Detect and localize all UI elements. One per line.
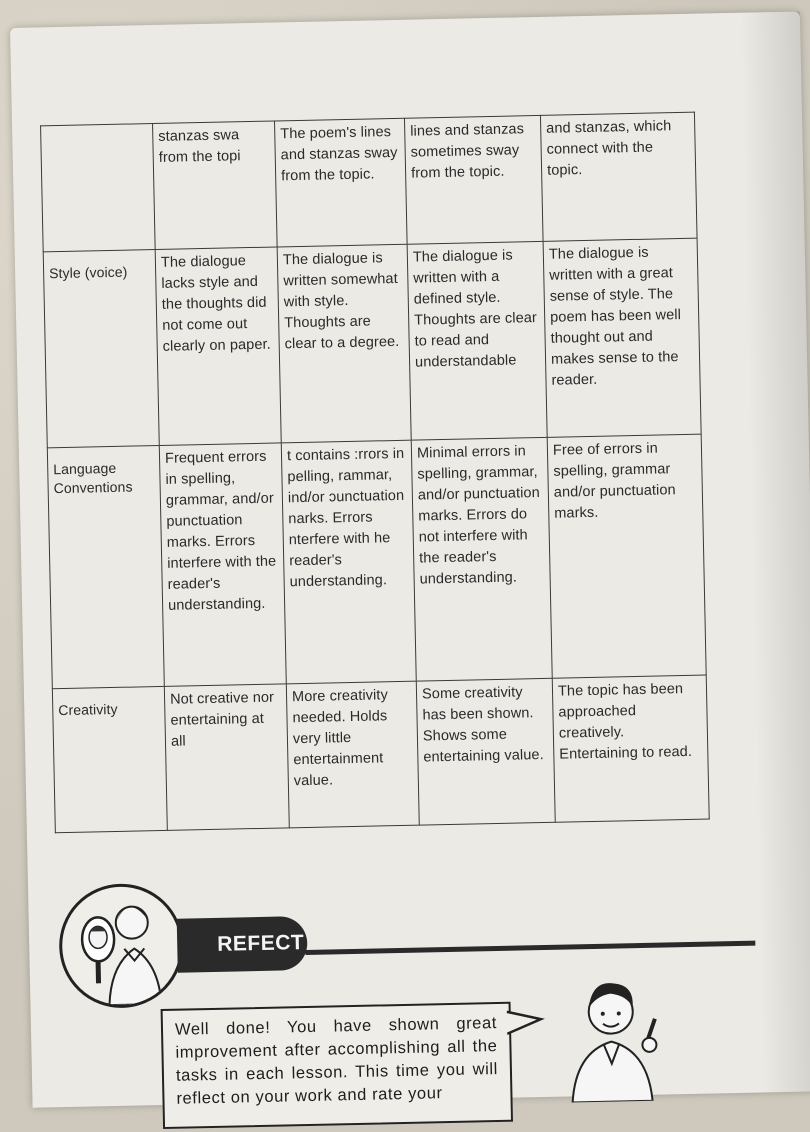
speech-bubble: Well done! You have shown great improvement after accomplishing all the tasks in each lesson. This time you will reflect on your work and rate your xyxy=(161,1002,513,1129)
reflect-section xyxy=(58,870,782,1108)
girl-with-mirror-icon xyxy=(58,883,185,1010)
rubric-cell: The poem's lines and stanzas sway from the topic. xyxy=(275,118,408,247)
smiling-boy-illustration xyxy=(550,970,683,1103)
table-row xyxy=(47,434,706,689)
rubric-cell: The dialogue lacks style and the thoughts did not come out clearly on paper. xyxy=(155,247,281,446)
rubric-cell: The dialogue is written with a defined style. Thoughts are clear to read and understandable xyxy=(407,241,547,440)
rubric-cell: Minimal errors in spelling, grammar, and/or punctuation marks. Errors do not interfere with the reader's understanding. xyxy=(411,437,552,681)
speech-tail-icon xyxy=(507,1007,548,1048)
rubric-cell: The dialogue is written with a great sense of style. The poem has been well thought out and makes sense to the reader. xyxy=(543,238,701,437)
rubric-cell: stanzas swa from the topi xyxy=(153,121,278,250)
criterion-cell: Creativity xyxy=(52,686,167,832)
reflect-banner: REFECT xyxy=(177,916,308,973)
rubric-cell: The topic has been approached creatively. Entertaining to read. xyxy=(552,675,709,822)
rubric-cell: The dialogue is written somewhat with style. Thoughts are clear to a degree. xyxy=(277,244,411,443)
rubric-cell: lines and stanzas sometimes sway from the topic. xyxy=(404,115,543,244)
workbook-page xyxy=(10,11,810,1107)
table-row xyxy=(52,675,709,833)
rubric-cell: More creativity needed. Holds very little entertainment value. xyxy=(286,681,419,828)
rubric-cell: Not creative nor entertaining at all xyxy=(164,684,289,831)
banner-divider xyxy=(305,941,755,955)
rubric-table xyxy=(40,112,710,834)
criterion-cell xyxy=(41,124,156,252)
criterion-cell: Style (voice) xyxy=(43,250,159,448)
rubric-cell: Some creativity has been shown. Shows some entertaining value. xyxy=(416,678,555,825)
rubric-cell: Free of errors in spelling, grammar and/or punctuation marks. xyxy=(547,434,706,678)
table-row xyxy=(43,238,701,448)
rubric-cell: Frequent errors in spelling, grammar, and/or punctuation marks. Errors interfere with the reader's understanding. xyxy=(159,443,286,687)
criterion-cell: Language Conventions xyxy=(47,445,164,688)
rubric-cell: and stanzas, which connect with the topic. xyxy=(540,112,697,241)
rubric-cell: t contains :rrors in pelling, rammar, ind/or ɔunctuation narks. Errors nterfere with he reader's understanding. xyxy=(281,440,416,684)
table-row xyxy=(41,112,697,252)
